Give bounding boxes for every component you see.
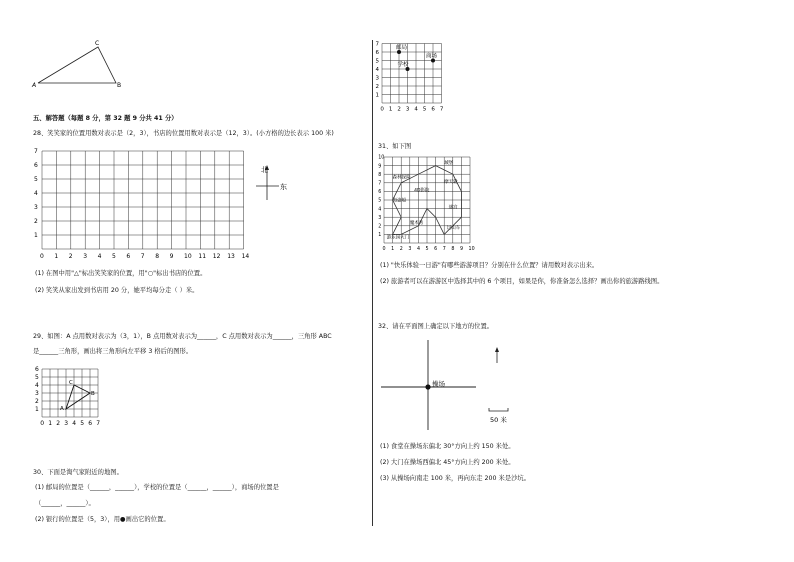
q28-x-tick: 3 (83, 253, 88, 260)
map-x-tick: 0 (380, 106, 384, 113)
triangle-figure (30, 38, 130, 90)
q29-x-tick: 0 (40, 420, 45, 427)
q32-sub3: (3) 从操场向南走 100 米，再向东走 200 米是沙坑。 (380, 475, 531, 482)
park-label-cinema: 4D影院 (414, 188, 430, 194)
q29-label-a: A (60, 406, 64, 412)
amusement-park-map (374, 152, 486, 254)
q28-x-tick: 7 (140, 253, 145, 260)
q30-stem: 30、下面是淘气家附近的地图。 (33, 469, 123, 476)
section-title: 五、解答题（每题 8 分，第 32 题 9 分共 41 分） (33, 115, 178, 122)
triangle-label-b: B (117, 82, 122, 89)
q28-x-tick: 8 (155, 253, 160, 260)
q28-x-tick: 10 (184, 253, 192, 260)
q30-sub1-line2: （______，______）。 (35, 500, 95, 507)
mall-label: 商场 (426, 53, 438, 60)
compass (253, 162, 293, 202)
map-y-tick: 2 (375, 83, 379, 90)
scale-label: 50 米 (490, 416, 507, 424)
park-x-tick: 7 (442, 246, 446, 252)
park-y-tick: 6 (378, 190, 382, 196)
park-x-tick: 9 (459, 246, 464, 252)
map-x-tick: 7 (439, 106, 444, 113)
q30-sub2: (2) 银行的位置是（5，3），用●画出它的位置。 (35, 516, 170, 523)
map-y-tick: 3 (375, 75, 379, 82)
q28-x-tick: 4 (97, 253, 102, 260)
park-label-coaster: 过山车 (446, 226, 461, 232)
q32-sub2: (2) 大门在操场西偏北 45°方向上约 200 米处。 (380, 459, 515, 466)
q28-y-tick: 4 (34, 190, 38, 197)
q28-y-tick: 6 (34, 162, 38, 169)
q28-x-tick: 2 (68, 253, 73, 260)
map-x-tick: 4 (414, 106, 418, 113)
q31-stem: 31、如下图 (378, 143, 412, 150)
triangle-label-c: C (95, 40, 100, 47)
q29-y-tick: 6 (35, 366, 39, 374)
park-x-tick: 5 (425, 246, 429, 252)
q32-sub1: (1) 食堂在操场东偏北 30°方向上约 150 米处。 (380, 443, 515, 450)
park-label-ferris: 摩天轮 (444, 179, 458, 185)
park-y-tick: 2 (378, 224, 382, 230)
park-y-tick: 3 (378, 215, 382, 221)
q28-x-tick: 0 (40, 253, 44, 260)
park-label-castle: 城堡 (444, 160, 454, 166)
triangle-abc (66, 385, 90, 409)
q29-x-tick: 6 (88, 420, 93, 427)
q28-x-tick: 11 (198, 253, 207, 260)
map-x-tick: 2 (397, 106, 401, 113)
q29-y-tick: 1 (35, 406, 39, 414)
compass-north-label: 北 (261, 166, 268, 174)
q29-label-c: C (69, 380, 73, 386)
q29-x-tick: 4 (72, 420, 77, 427)
q28-x-tick: 1 (54, 253, 59, 260)
map-y-tick: 7 (375, 41, 379, 48)
q30-sub1-line1: (1) 邮局的位置是（______，______），学校的位置是（______，______），商场的位置是 (35, 484, 279, 491)
park-x-tick: 1 (391, 246, 395, 252)
q28-y-tick: 7 (34, 148, 38, 155)
park-y-tick: 4 (378, 207, 382, 213)
scale-bar (489, 408, 508, 411)
q28-y-tick: 3 (34, 204, 38, 211)
map-x-tick: 6 (431, 106, 435, 113)
map-x-tick: 5 (422, 106, 427, 113)
map-y-tick: 1 (375, 92, 379, 99)
q29-x-tick: 1 (48, 420, 53, 427)
q28-x-tick: 9 (169, 253, 174, 260)
column-divider (372, 40, 373, 526)
park-x-tick: 6 (434, 246, 438, 252)
q29-label-b: B (91, 391, 95, 397)
compass-east-label: 东 (280, 183, 287, 191)
q32-stem: 32、请在平面图上确定以下地方的位置。 (378, 323, 494, 330)
q29-x-tick: 5 (80, 420, 85, 427)
q28-y-tick: 2 (34, 218, 38, 225)
park-y-tick: 8 (378, 172, 382, 178)
q28-x-tick: 12 (212, 253, 221, 260)
park-x-tick: 10 (468, 246, 475, 252)
park-label-magic: 魔术秀 (409, 221, 424, 227)
q29-stem-line1: 29、如图：A 点用数对表示为（3，1），B 点用数对表示为______，C 点用数对表示为______，三角形 ABC (33, 333, 332, 340)
post-office-label: 邮局 (396, 45, 408, 51)
map-y-tick: 4 (375, 66, 379, 73)
park-label-pirate: 海盗船 (392, 198, 407, 204)
q31-sub2: (2) 旅游者可以在游游区中选择其中的 6 个项目，如果是你，你准备怎么选择？画出你的旅游路线图。 (380, 278, 664, 285)
map-y-tick: 5 (375, 58, 379, 65)
q29-x-tick: 7 (96, 420, 101, 427)
q29-y-tick: 3 (35, 390, 39, 398)
park-label-maze: 迷宫 (448, 205, 458, 211)
school-label: 学校 (397, 62, 409, 68)
park-y-tick: 7 (378, 181, 382, 187)
q28-x-tick: 5 (112, 253, 116, 260)
q32-plane-figure (378, 335, 528, 435)
q28-y-tick: 1 (34, 232, 38, 239)
playground-dot (425, 384, 430, 389)
q28-y-tick: 5 (34, 176, 38, 183)
park-y-tick: 9 (378, 164, 382, 170)
q29-x-tick: 3 (64, 420, 69, 427)
neighborhood-map-grid (374, 40, 464, 120)
q28-stem: 28、笑笑家的位置用数对表示是（2，3），书店的位置用数对表示是（12，3）。(小方格的边长表示 100 米) (33, 130, 334, 137)
q29-grid (34, 365, 124, 431)
park-x-tick: 2 (399, 246, 403, 252)
q29-y-tick: 4 (35, 382, 39, 390)
q28-grid (30, 145, 250, 263)
park-y-tick: 10 (378, 155, 385, 161)
q28-sub2: (2) 笑笑从家出发到书店用 20 分，她平均每分走（ ）米。 (35, 287, 199, 294)
q28-sub1: (1) 在图中用"△"标出笑笑家的位置，用"○"标出书店的位置。 (35, 270, 207, 277)
q28-x-tick: 13 (227, 253, 235, 260)
park-x-tick: 0 (382, 246, 386, 252)
q29-y-tick: 2 (35, 398, 39, 406)
q29-x-tick: 2 (56, 420, 61, 427)
map-x-tick: 1 (388, 106, 393, 113)
park-x-tick: 3 (408, 246, 412, 252)
park-label-entrance: 游乐园大门 (386, 235, 410, 241)
park-y-tick: 1 (378, 233, 382, 239)
park-y-tick: 5 (378, 198, 382, 204)
q29-y-tick: 5 (35, 374, 39, 382)
park-x-tick: 4 (416, 246, 421, 252)
park-x-tick: 8 (451, 246, 455, 252)
map-y-tick: 6 (375, 49, 379, 56)
map-x-tick: 3 (405, 106, 410, 113)
park-label-forest: 森林探险 (392, 175, 411, 181)
q28-x-tick: 6 (126, 253, 131, 260)
triangle-label-a: A (32, 82, 37, 89)
q28-x-tick: 14 (241, 253, 250, 260)
q29-stem-line2: 是______三角形，画出将三角形向左平移 3 格后的图形。 (33, 348, 193, 355)
playground-label: 操场 (432, 380, 445, 388)
q31-sub1: (1) "快乐体验一日游"有哪些游游项目？分别在什么位置？请用数对表示出来。 (380, 262, 599, 269)
